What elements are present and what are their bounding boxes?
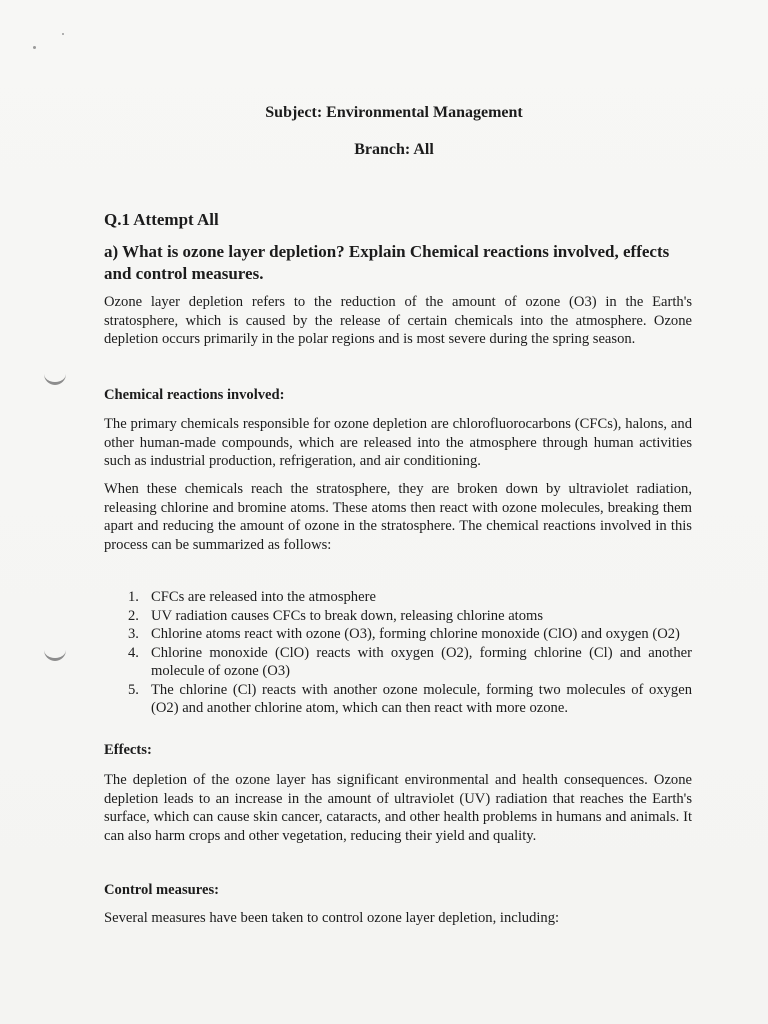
question-part-a: a) What is ozone layer depletion? Explain Chemical reactions involved, effects and control measures.	[104, 242, 670, 283]
punch-hole-mark	[44, 368, 66, 385]
control-measures-paragraph: Several measures have been taken to control ozone layer depletion, including:	[104, 910, 560, 926]
chemical-reactions-heading: Chemical reactions involved:	[104, 387, 285, 403]
list-item	[104, 644, 692, 681]
list-item-text: Chlorine monoxide (ClO) reacts with oxygen (O2), forming chlorine (Cl) and another molecule of ozone (O3)	[151, 644, 692, 679]
effects-heading: Effects:	[104, 742, 152, 758]
control-measures-heading: Control measures:	[104, 882, 219, 898]
question-heading: Q.1 Attempt All	[104, 210, 219, 229]
list-item-number: 5.	[128, 681, 139, 698]
subject-title: Subject: Environmental Management	[265, 104, 523, 121]
scan-speck	[33, 46, 36, 49]
list-item-number: 3.	[128, 626, 139, 642]
list-item-text: The chlorine (Cl) reacts with another ozone molecule, forming two molecules of oxygen (O2) and another chlorine atom, which can then react with more ozone.	[151, 681, 692, 716]
list-item-text: CFCs are released into the atmosphere	[151, 589, 376, 605]
list-item-number: 1.	[128, 589, 139, 605]
effects-paragraph: The depletion of the ozone layer has significant environmental and health consequences. Ozone depletion leads to an increase in the amount of ultraviolet (UV) radiation that reaches the Earth's surface, which can cause skin cancer, cataracts, and other health problems in humans and animals. It can also harm crops and other vegetation, reducing their yield and quality.	[104, 772, 692, 844]
list-item-text: UV radiation causes CFCs to break down, releasing chlorine atoms	[151, 607, 544, 624]
chemical-paragraph-2: When these chemicals reach the stratosphere, they are broken down by ultraviolet radiation, releasing chlorine and bromine atoms. These atoms then react with ozone molecules, breaking them apart and reducing the amount of ozone in the stratosphere. The chemical reactions involved in this process can be summarized as follows:	[104, 481, 692, 553]
list-item	[104, 681, 692, 718]
punch-hole-mark	[44, 644, 66, 661]
reaction-steps-list	[104, 588, 692, 718]
chemical-paragraph-1: The primary chemicals responsible for ozone depletion are chlorofluorocarbons (CFCs), halons, and other human-made compounds, which are released into the atmosphere through human activities such as industrial production, refrigeration, and air conditioning.	[104, 416, 692, 469]
intro-paragraph: Ozone layer depletion refers to the reduction of the amount of ozone (O3) in the Earth's stratosphere, which is caused by the release of certain chemicals into the atmosphere. Ozone depletion occurs primarily in the polar regions and is most severe during the spring season.	[104, 294, 692, 347]
scan-speck	[62, 33, 64, 35]
list-item-number: 2.	[128, 607, 139, 624]
list-item	[104, 625, 692, 644]
list-item	[104, 607, 692, 626]
list-item-text: Chlorine atoms react with ozone (O3), forming chlorine monoxide (ClO) and oxygen (O2)	[151, 626, 680, 642]
list-item	[104, 588, 692, 607]
list-item-number: 4.	[128, 644, 139, 661]
branch-title: Branch: All	[354, 141, 434, 158]
